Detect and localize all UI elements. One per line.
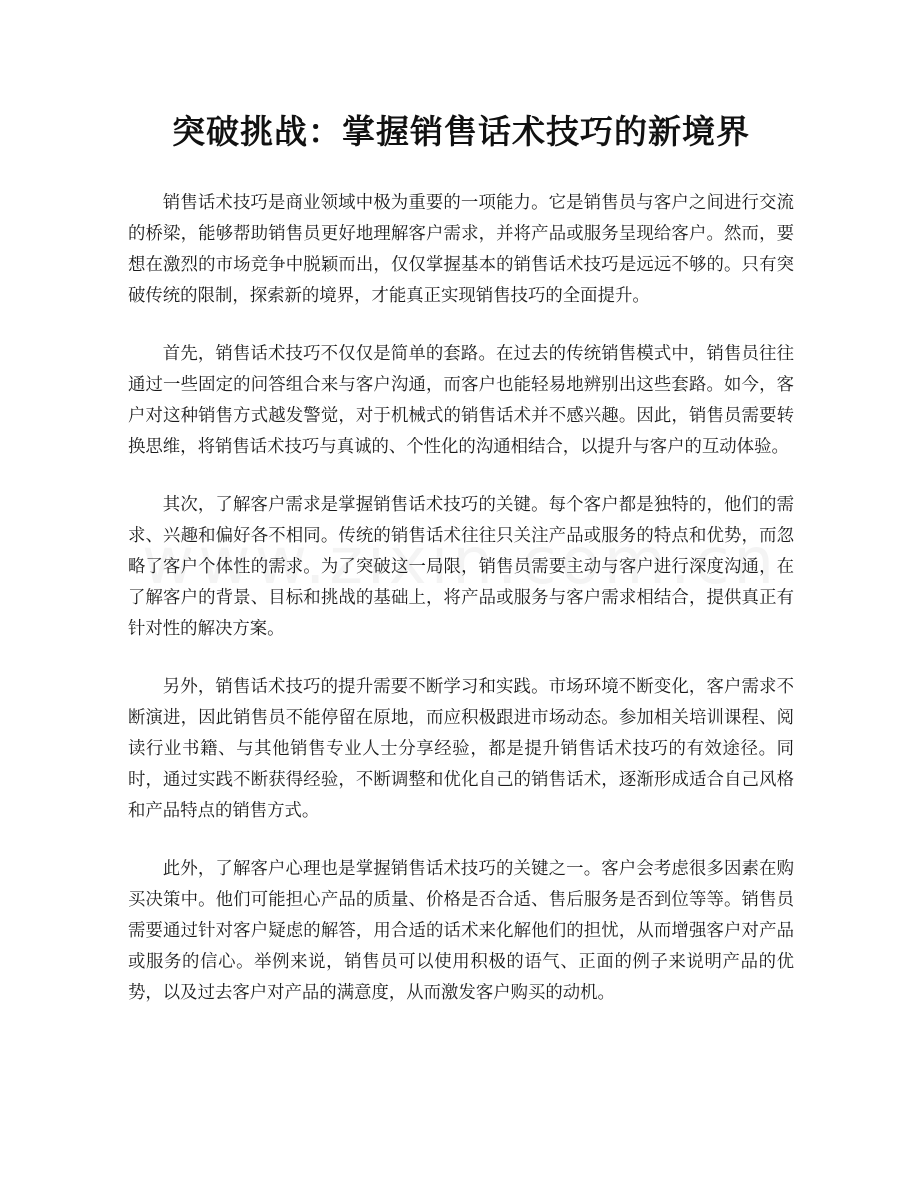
paragraph-5: 此外，了解客户心理也是掌握销售话术技巧的关键之一。客户会考虑很多因素在购买决策中。他们可能担心产品的质量、价格是否合适、售后服务是否到位等等。销售员需要通过针对客户疑虑的解答，用合适的话术来化解他们的担忧，从而增强客户对产品或服务的信心。举例来说，销售员可以使用积极的语气、正面的例子来说明产品的优势，以及过去客户对产品的满意度，从而激发客户购买的动机。 xyxy=(128,859,794,1003)
paragraph-3: 其次，了解客户需求是掌握销售话术技巧的关键。每个客户都是独特的，他们的需求、兴趣和偏好各不相同。传统的销售话术往往只关注产品或服务的特点和优势，而忽略了客户个体性的需求。为了突破这一局限，销售员需要主动与客户进行深度沟通，在了解客户的背景、目标和挑战的基础上，将产品或服务与客户需求相结合，提供真正有针对性的解决方案。 xyxy=(128,495,794,639)
paragraph-2: 首先，销售话术技巧不仅仅是简单的套路。在过去的传统销售模式中，销售员往往通过一些固定的问答组合来与客户沟通，而客户也能轻易地辨别出这些套路。如今，客户对这种销售方式越发警觉，对于机械式的销售话术并不感兴趣。因此，销售员需要转换思维，将销售话术技巧与真诚的、个性化的沟通相结合，以提升与客户的互动体验。 xyxy=(128,344,794,457)
paragraph-1: 销售话术技巧是商业领域中极为重要的一项能力。它是销售员与客户之间进行交流的桥梁，能够帮助销售员更好地理解客户需求，并将产品或服务呈现给客户。然而，要想在激烈的市场竞争中脱颖而出，仅仅掌握基本的销售话术技巧是远远不够的。只有突破传统的限制，探索新的境界，才能真正实现销售技巧的全面提升。 xyxy=(128,193,794,306)
paragraph-4: 另外，销售话术技巧的提升需要不断学习和实践。市场环境不断变化，客户需求不断演进，因此销售员不能停留在原地，而应积极跟进市场动态。参加相关培训课程、阅读行业书籍、与其他销售专业人士分享经验，都是提升销售话术技巧的有效途径。同时，通过实践不断获得经验，不断调整和优化自己的销售话术，逐渐形成适合自己风格和产品特点的销售方式。 xyxy=(128,677,794,821)
document-body xyxy=(128,188,794,1009)
document-title: 突破挑战：掌握销售话术技巧的新境界 xyxy=(172,112,750,151)
